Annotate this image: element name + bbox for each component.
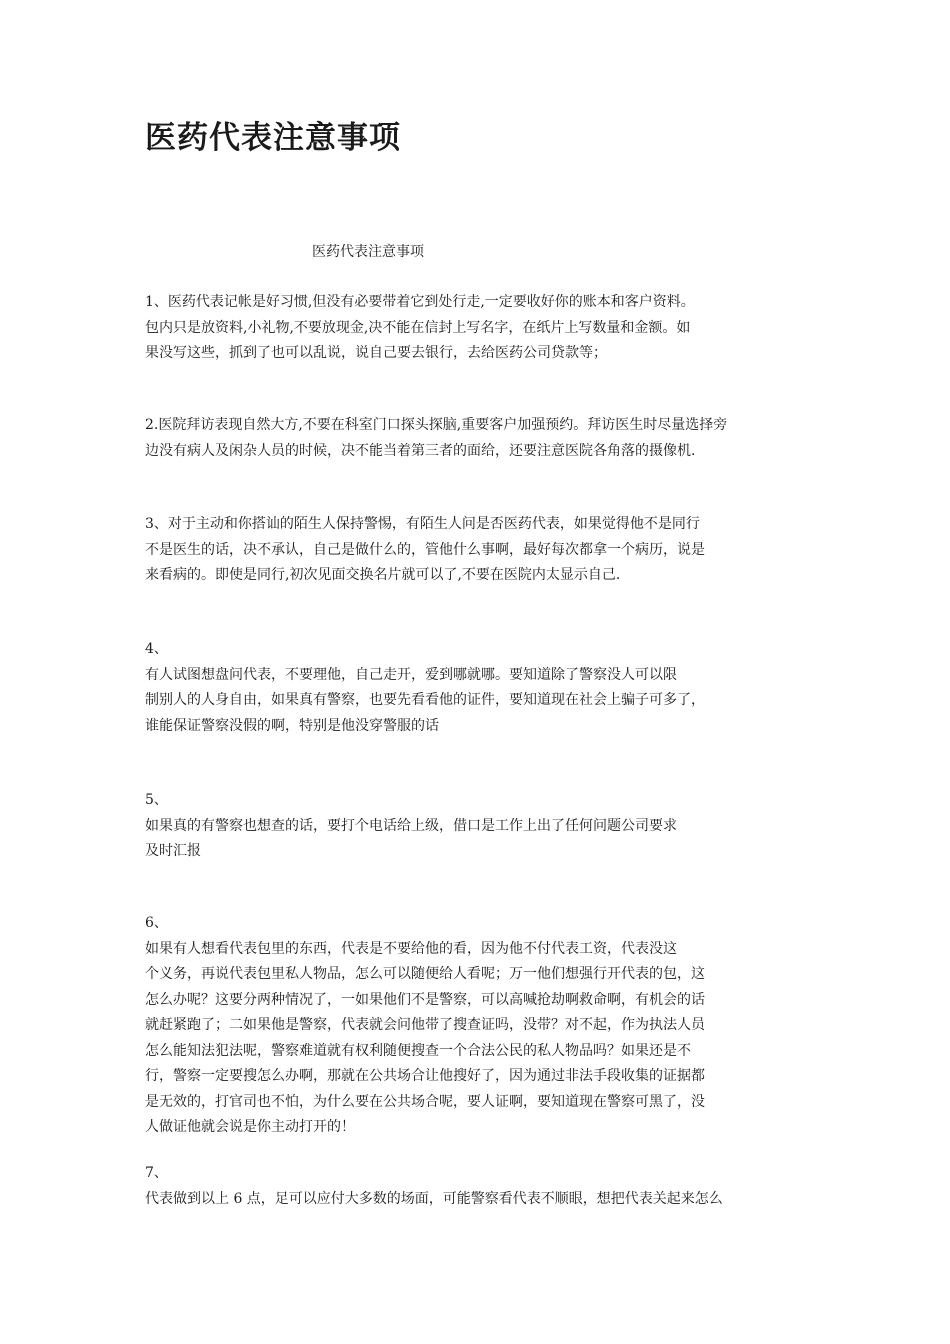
document-title: 医药代表注意事项 <box>145 120 401 156</box>
paragraph-line: 个义务，再说代表包里私人物品，怎么可以随便给人看呢；万一他们想强行开代表的包，这 <box>145 966 705 982</box>
paragraph-line: 及时汇报 <box>145 843 201 859</box>
section-number: 7、 <box>145 1165 168 1181</box>
paragraph-line: 如果有人想看代表包里的东西，代表是不要给他的看，因为他不付代表工资，代表没这 <box>145 940 677 957</box>
paragraph-line: 如果真的有警察也想查的话，要打个电话给上级，借口是工作上出了任何问题公司要求 <box>145 817 677 834</box>
section-2 <box>145 413 815 464</box>
section-number: 5、 <box>145 792 168 808</box>
paragraph-line: 不是医生的话，决不承认，自己是做什么的，管他什么事啊，最好每次都拿一个病历，说是 <box>145 541 705 558</box>
paragraph-line: 3、对于主动和你搭讪的陌生人保持警惕，有陌生人问是否医药代表，如果觉得他不是同行 <box>145 516 700 532</box>
document-subtitle: 医药代表注意事项 <box>312 244 424 260</box>
paragraph-line: 怎么能知法犯法呢，警察难道就有权利随便搜查一个合法公民的私人物品吗？如果还是不 <box>145 1042 691 1059</box>
section-4 <box>145 637 815 739</box>
paragraph-line: 来看病的。即使是同行,初次见面交换名片就可以了,不要在医院内太显示自己. <box>145 567 621 583</box>
section-7 <box>145 1161 815 1212</box>
section-1 <box>145 290 815 367</box>
paragraph-line: 谁能保证警察没假的啊，特别是他没穿警服的话 <box>145 717 439 734</box>
paragraph-line: 有人试图想盘问代表，不要理他，自己走开，爱到哪就哪。要知道除了警察没人可以限 <box>145 666 677 683</box>
paragraph-line: 是无效的，打官司也不怕，为什么要在公共场合呢，要人证啊，要知道现在警察可黑了，没 <box>145 1093 705 1110</box>
paragraph-line: 1、医药代表记帐是好习惯,但没有必要带着它到处行走,一定要收好你的账本和客户资料。 <box>145 294 695 310</box>
paragraph-line: 就赶紧跑了；二如果他是警察，代表就会问他带了搜查证吗，没带？对不起，作为执法人员 <box>145 1017 705 1033</box>
paragraph-line: 怎么办呢？这要分两种情况了，一如果他们不是警察，可以高喊抢劫啊救命啊，有机会的话 <box>145 991 705 1008</box>
section-6 <box>145 911 815 1141</box>
paragraph-line: 包内只是放资料,小礼物,不要放现金,决不能在信封上写名字，在纸片上写数量和金额。如 <box>145 319 691 336</box>
section-number: 4、 <box>145 641 168 657</box>
section-3 <box>145 512 815 589</box>
section-number: 6、 <box>145 915 168 931</box>
paragraph-line: 行，警察一定要搜怎么办啊，那就在公共场合让他搜好了，因为通过非法手段收集的证据都 <box>145 1068 705 1084</box>
paragraph-line: 人做证他就会说是你主动打开的！ <box>145 1119 355 1135</box>
paragraph-line: 边没有病人及闲杂人员的时候，决不能当着第三者的面给，还要注意医院各角落的摄像机. <box>145 442 696 459</box>
paragraph-line: 果没写这些，抓到了也可以乱说，说自己要去银行，去给医药公司贷款等； <box>145 345 607 361</box>
paragraph-line: 代表做到以上 6 点，足可以应付大多数的场面，可能警察看代表不顺眼，想把代表关起来怎么 <box>145 1190 723 1207</box>
section-5 <box>145 788 815 865</box>
paragraph-line: 制别人的人身自由，如果真有警察，也要先看看他的证件，要知道现在社会上骗子可多了， <box>145 692 705 708</box>
paragraph-line: 2.医院拜访表现自然大方,不要在科室门口探头探脑,重要客户加强预约。拜访医生时尽量选择旁 <box>145 417 728 433</box>
